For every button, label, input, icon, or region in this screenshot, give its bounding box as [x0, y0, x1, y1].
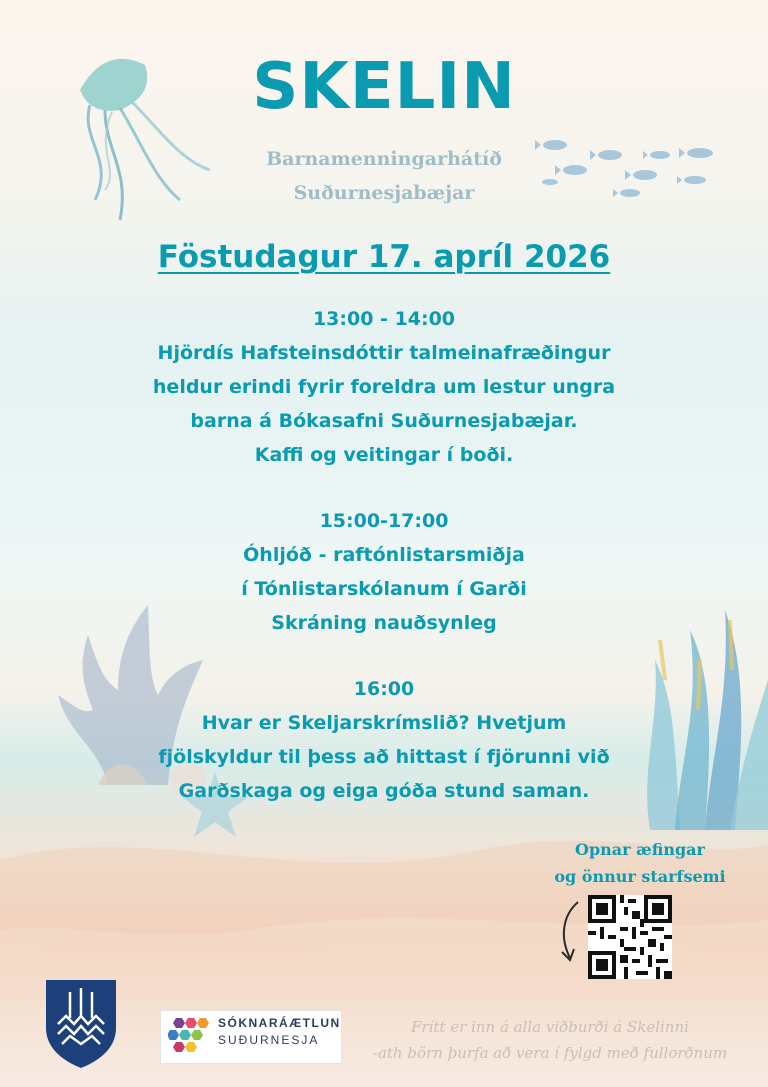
hexagon-logo-icon: [168, 1016, 214, 1056]
qr-label-line-1: Opnar æfingar: [575, 840, 705, 859]
partner-logo-bottom-text: SUÐURNESJA: [218, 1033, 320, 1047]
event-1-line: Kaffi og veitingar í boði.: [254, 444, 514, 466]
qr-code-icon[interactable]: [588, 895, 672, 979]
event-date-heading: Föstudagur 17. apríl 2026: [157, 239, 611, 275]
event-1-line: barna á Bókasafni Suðurnesjabæjar.: [190, 410, 578, 432]
page-title: SKELIN: [252, 50, 516, 124]
event-2-line: Óhljóð - raftónlistarsmiðja: [243, 544, 525, 566]
municipal-crest-icon: [44, 978, 118, 1070]
subtitle-line-2: Suðurnesjabæjar: [293, 182, 475, 204]
event-3-line: Garðskaga og eiga góða stund saman.: [178, 780, 590, 802]
event-1-time: 13:00 - 14:00: [312, 308, 456, 330]
event-3-line: Hvar er Skeljarskrímslið? Hvetjum: [201, 712, 567, 734]
footer-line-2: -ath börn þurfa að vera í fylgd með fullorðnum: [372, 1044, 728, 1062]
event-2-time: 15:00-17:00: [319, 510, 449, 532]
event-3-time: 16:00: [353, 678, 415, 700]
qr-label-line-2: og önnur starfsemi: [554, 867, 726, 886]
footer-line-1: Frítt er inn á alla viðburði á Skelinni: [411, 1018, 689, 1036]
event-1-line: heldur erindi fyrir foreldra um lestur ungra: [152, 376, 616, 398]
event-1-line: Hjördís Hafsteinsdóttir talmeinafræðingur: [157, 342, 611, 364]
partner-logo-top-text: SÓKNARÁÆTLUN: [218, 1016, 341, 1030]
event-2-line: í Tónlistarskólanum í Garði: [241, 578, 527, 600]
arrow-down-icon: [550, 898, 590, 964]
subtitle-line-1: Barnamenningarhátíð: [266, 148, 502, 170]
event-3-line: fjölskyldur til þess að hittast í fjörunni við: [158, 746, 610, 768]
event-2-line: Skráning nauðsynleg: [271, 612, 497, 634]
